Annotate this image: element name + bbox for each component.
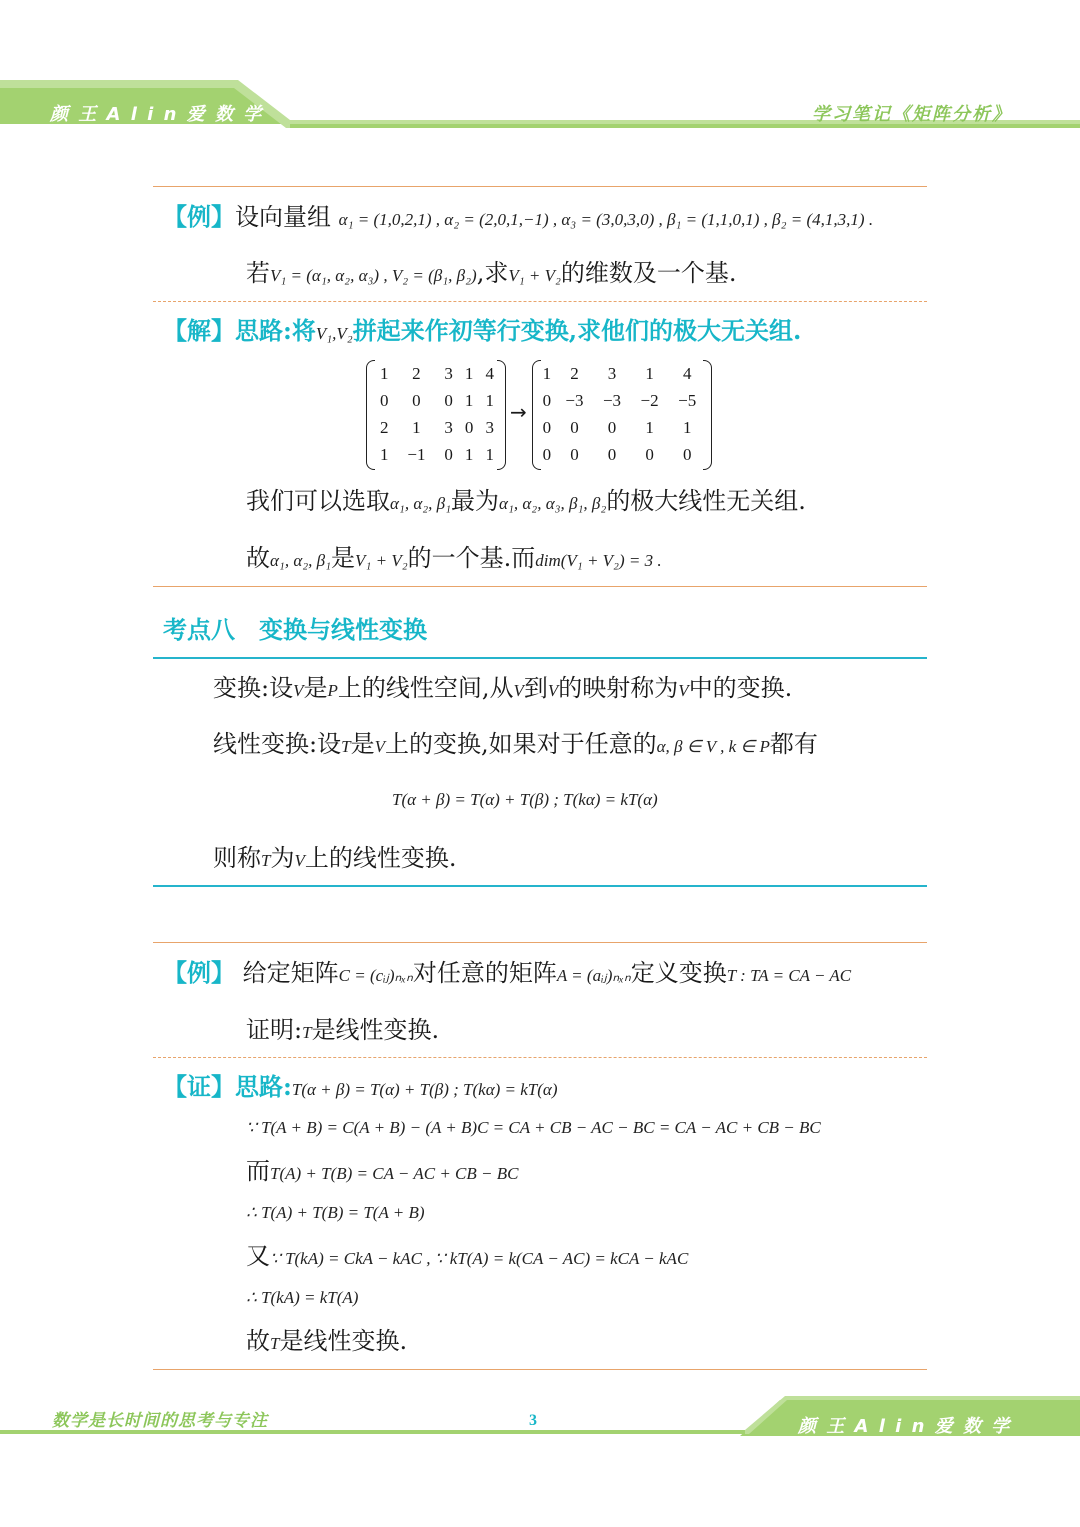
example2-line1-b: 对任意的矩阵 (412, 959, 557, 987)
solution1-line4-m2: V₁ + V₂ (355, 551, 408, 570)
matrix-left-cell: 0 (412, 390, 421, 410)
def1-v4: V (678, 681, 689, 700)
matrix-left-cell: 2 (412, 363, 421, 383)
solution1-text-a: 思路:将 (235, 316, 316, 345)
matrix-right-cell: 0 (570, 444, 579, 464)
matrix-right-cell: −2 (640, 390, 659, 410)
proof-text: 思路: (235, 1072, 292, 1101)
example2-label: 【例】 (163, 958, 235, 987)
example1-line2 (246, 258, 737, 291)
def1-d: 到 (523, 674, 548, 702)
solution1-line4-c: 的一个基.而 (407, 544, 536, 572)
example1-top-rule (153, 186, 927, 187)
example2-line2-a: 证明: (246, 1016, 303, 1044)
example2-line1-m3: T : TA = CA − AC (726, 966, 852, 985)
example2-line2 (246, 1015, 439, 1048)
matrix-right-row (538, 360, 706, 387)
def2-m: α, β ∈ V , k ∈ P (656, 737, 770, 756)
example2-dash-rule (153, 1057, 927, 1058)
example1-sum: V₁ + V₂ (508, 266, 561, 285)
example1-line2-c: 的维数及一个基. (560, 259, 737, 287)
def2-a: 线性变换:设 (213, 730, 342, 758)
footer-left-text: 数学是长时间的思考与专注 (52, 1411, 268, 1431)
example2-line1-a: 给定矩阵 (242, 959, 339, 987)
matrix-right-cell: 0 (645, 444, 654, 464)
solution1-line4-a: 故 (246, 544, 270, 572)
matrix-left-row (374, 360, 500, 387)
matrix-left-cell: −1 (407, 444, 426, 464)
proof-step3: ∴ T(A) + T(B) = T(A + B) (246, 1203, 425, 1222)
example1-dash-rule (153, 301, 927, 302)
matrix-left-cell: 4 (485, 363, 494, 383)
example2-bottom-rule (153, 1369, 927, 1370)
example1-line1-text: 设向量组 (235, 203, 331, 231)
def1-e: 的映射称为 (558, 674, 679, 702)
solution1-math: V₁,V₂ (315, 324, 353, 343)
section-title: 考点八 变换与线性变换 (163, 615, 427, 644)
matrix-right-cell: −5 (678, 390, 697, 410)
example1-label: 【例】 (163, 202, 235, 231)
def1-v3: V (547, 681, 559, 700)
matrix-left-cell: 1 (464, 444, 474, 464)
proof-step6-a: 故 (246, 1327, 270, 1355)
def1-c: 上的线性空间,从 (337, 674, 514, 702)
proof-label: 【证】 (163, 1072, 235, 1101)
proof-step6-b: 是线性变换. (279, 1327, 408, 1355)
matrix-right-row (538, 414, 706, 441)
matrix-right-cell: −3 (602, 390, 622, 410)
solution1-line3-a: 我们可以选取 (246, 487, 390, 515)
matrix-left-cell: 0 (444, 444, 453, 464)
footer-right-label: 颜 王 A l i n 爱 数 学 (798, 1416, 1012, 1437)
example2-line1-m1: C = (cᵢⱼ)ₙₓₙ (338, 966, 413, 985)
matrix-left-cell: 1 (485, 390, 494, 410)
matrix-right-cell: 0 (570, 417, 579, 437)
section-def3 (213, 843, 457, 876)
proof-step4-m: ∵ T(kA) = CkA − kAC , ∵ kT(A) = k(CA − AC) = kCA − kAC (270, 1249, 689, 1268)
def2-d: 都有 (769, 730, 818, 758)
section-bottom-rule (153, 885, 927, 887)
def3-v: V (294, 851, 305, 870)
matrix-right-row (538, 441, 706, 468)
solution1-line3-m1: α₁, α₂, β₁ (390, 494, 452, 513)
matrix-left-cell: 1 (380, 363, 389, 383)
proof-step2-a: 而 (246, 1157, 270, 1185)
def1-b: 是 (303, 674, 328, 702)
matrix-arrow: → (510, 400, 527, 424)
header-left-label: 颜 王 A l i n 爱 数 学 (50, 104, 264, 125)
matrix-left-cell: 3 (444, 363, 453, 383)
def2-t: T (341, 737, 351, 756)
matrix-left-cell: 1 (380, 444, 389, 464)
matrix-left-cell: 1 (464, 363, 474, 383)
matrix-right-cell: 0 (607, 444, 617, 464)
proof-math0: T(α + β) = T(α) + T(β) ; T(kα) = kT(α) (291, 1080, 558, 1099)
matrix-right (532, 360, 712, 468)
solution1-line4-m1: α₁, α₂, β₁ (270, 551, 332, 570)
solution1-line3-m2: α₁, α₂, α₃, β₁, β₂ (499, 494, 607, 513)
matrix-left-row (374, 414, 500, 441)
proof-step2-m: T(A) + T(B) = CA − AC + CB − BC (270, 1164, 519, 1183)
proof-step1: ∵ T(A + B) = C(A + B) − (A + B)C = CA + CB − AC − BC = CA − AC + CB − BC (246, 1118, 821, 1137)
def2-b: 是 (350, 730, 375, 758)
matrix-right-cell: 1 (645, 417, 654, 437)
matrix-right-cell: 0 (542, 390, 552, 410)
matrix-left-cell: 2 (380, 417, 389, 437)
section-top-rule (153, 657, 927, 659)
example1-line2-b: ,求 (476, 259, 509, 287)
matrix-left-cell: 1 (412, 417, 421, 437)
section-def2 (213, 729, 818, 762)
proof-step5: ∴ T(kA) = kT(A) (246, 1288, 359, 1307)
example1-line1 (163, 202, 873, 235)
matrix-right-cell: 0 (682, 444, 692, 464)
example2-top-rule (153, 942, 927, 943)
example1-vectors: α₁ = (1,0,2,1) , α₂ = (2,0,1,−1) , α₃ = (3,0,3,0) , β₁ = (1,1,0,1) , β₂ = (4,1,3,1) . (338, 210, 874, 229)
def2-v: V (374, 737, 385, 756)
matrix-right-cell: 0 (607, 417, 617, 437)
matrix-right-cell: 1 (645, 363, 654, 383)
matrix-left-cell: 0 (380, 390, 389, 410)
solution1-heading (163, 316, 801, 349)
example2-line1 (163, 958, 851, 991)
example1-line2-a: 若 (246, 259, 270, 287)
matrix-left-cell: 3 (444, 417, 453, 437)
matrix-left-cell: 1 (485, 444, 494, 464)
matrix-left-cell: 3 (485, 417, 494, 437)
solution1-text-b: 拼起来作初等行变换,求他们的极大无关组. (352, 316, 802, 345)
def1-p: P (327, 681, 338, 700)
matrix-right-cell: −3 (565, 390, 584, 410)
solution1-line3-b: 最为 (451, 487, 500, 515)
matrix-left-cell: 0 (444, 390, 453, 410)
matrix-left-row (374, 441, 500, 468)
header-right-label: 学习笔记《矩阵分析》 (812, 104, 1012, 125)
def1-v: V (293, 681, 304, 700)
def3-c: 上的线性变换. (304, 844, 457, 872)
proof-step6-t: T (270, 1334, 280, 1353)
example2-line2-b: 是线性变换. (311, 1016, 440, 1044)
def2-c: 上的变换,如果对于任意的 (384, 730, 657, 758)
matrix-left-row (374, 387, 500, 414)
proof-step4 (246, 1241, 688, 1274)
example2-line2-t: T (302, 1023, 312, 1042)
matrix-right-cell: 0 (542, 417, 552, 437)
proof-step2 (246, 1156, 518, 1189)
matrix-right-cell: 1 (682, 417, 692, 437)
def1-f: 中的变换. (688, 674, 793, 702)
matrix-right-row (538, 387, 706, 414)
def1-v2: V (513, 681, 524, 700)
page-number: 3 (529, 1412, 537, 1429)
matrix-right-cell: 0 (542, 444, 552, 464)
def1-a: 变换:设 (213, 674, 294, 702)
solution1-line4-m3: dim(V₁ + V₂) = 3 . (535, 551, 662, 570)
def3-a: 则称 (213, 844, 261, 872)
example2-line1-m2: A = (aᵢⱼ)ₙₓₙ (556, 966, 631, 985)
solution1-line3-c: 的极大线性无关组. (606, 487, 806, 515)
example1-subspaces: V₁ = (α₁, α₂, α₃) , V₂ = (β₁, β₂) (270, 266, 477, 285)
section-formula: T(α + β) = T(α) + T(β) ; T(kα) = kT(α) (392, 790, 658, 809)
proof-heading (163, 1072, 558, 1105)
matrix-right-cell: 2 (570, 363, 579, 383)
section-def1 (213, 673, 792, 706)
solution1-line4 (246, 543, 662, 576)
solution1-line3 (246, 486, 806, 519)
matrix-left-cell: 0 (464, 417, 474, 437)
example1-bottom-rule (153, 586, 927, 587)
def3-t: T (261, 851, 271, 870)
proof-step4-a: 又 (246, 1242, 270, 1270)
solution1-line4-b: 是 (331, 544, 356, 572)
proof-step6 (246, 1326, 407, 1359)
solution1-label: 【解】 (163, 316, 235, 345)
matrix-right-cell: 1 (542, 363, 552, 383)
matrix-right-cell: 3 (607, 363, 617, 383)
matrix-left-cell: 1 (464, 390, 474, 410)
matrix-left (366, 360, 506, 468)
def3-b: 为 (270, 844, 295, 872)
example2-line1-c: 定义变换 (630, 959, 727, 987)
matrix-right-cell: 4 (682, 363, 692, 383)
